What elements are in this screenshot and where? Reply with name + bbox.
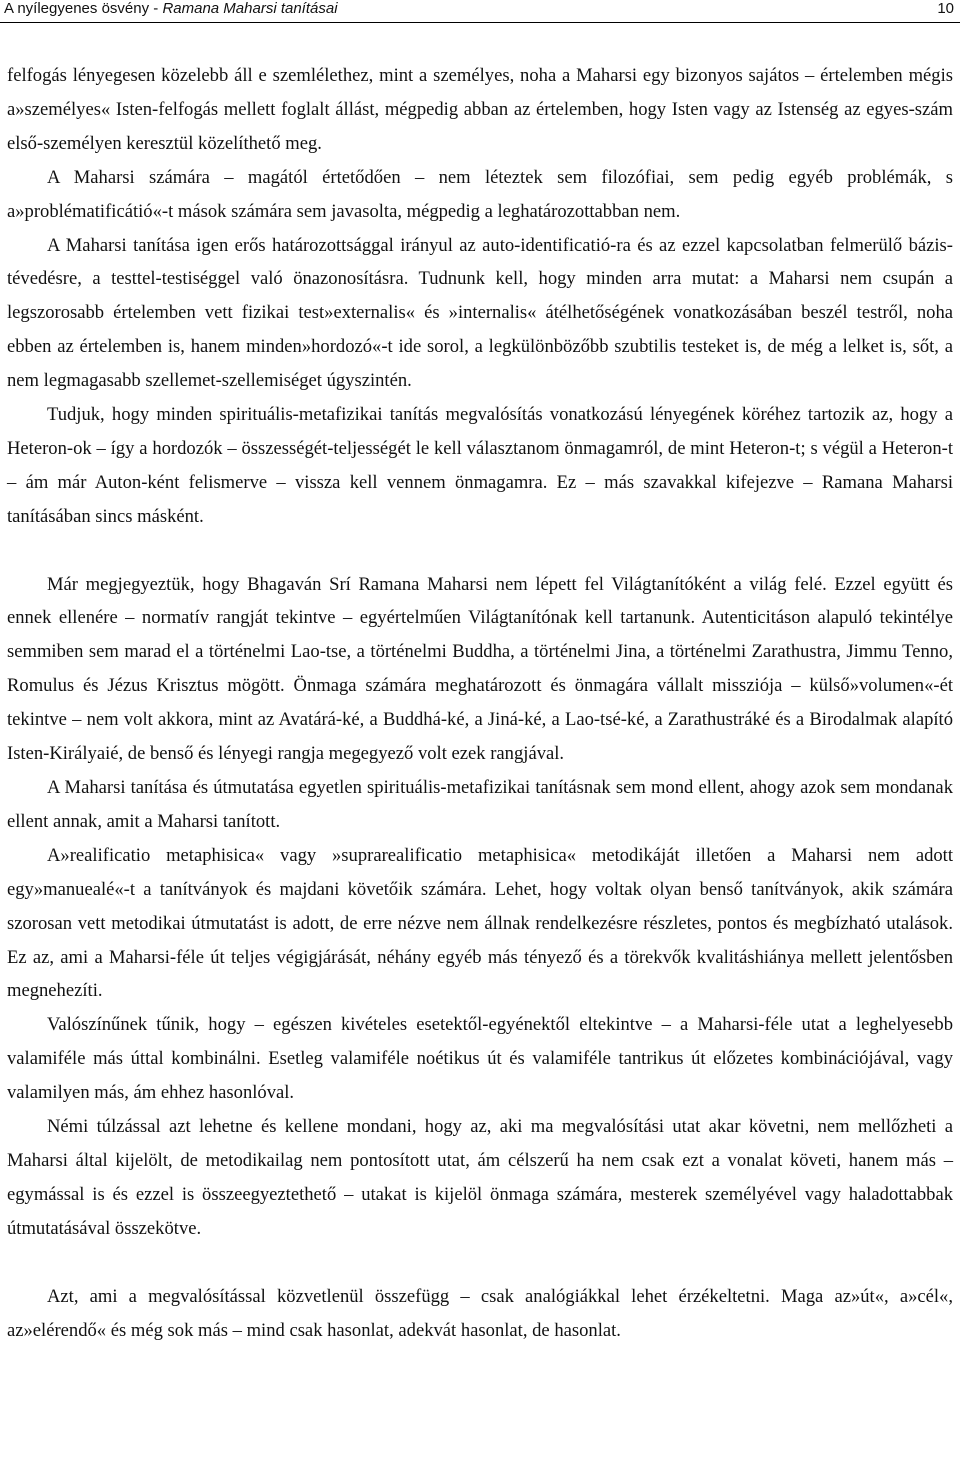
running-title — [4, 0, 338, 18]
paragraph: Azt, ami a megvalósítással közvetlenül összefügg – csak analógiákkal lehet érzékeltetni. Maga az»út«, a»cél«, az»elérendő« és még sok más – mind csak hasonlat, adekvát hasonlat, de hasonlat. — [7, 1285, 953, 1341]
paragraph: felfogás lényegesen közelebb áll e szemlélethez, mint a személyes, noha a Maharsi egy bizonyos sajátos – értelemben mégis a»személyes« Isten-felfogás mellett foglalt állást, mégpedig abban az értelemben, hogy Isten vagy az Istenség az egyes-szám első-személyen keresztül közelíthető meg. — [7, 65, 953, 154]
running-title-main: A nyílegyenes ösvény - — [4, 0, 163, 17]
paragraph: Tudjuk, hogy minden spirituális-metafizikai tanítás megvalósítás vonatkozású lényegének köréhez tartozik az, hogy a Heteron-ok – így a hordozók – összességét-teljességét le kell választanom önmagamról, de mint Heteron-t; s végül a Heteron-t – ám már Auton-ként felismerve – vissza kell vennem önmagamra. Ez – más szavakkal kifejezve – Ramana Maharsi tanításában sincs másként. — [7, 404, 953, 527]
paragraph: Már megjegyeztük, hogy Bhagaván Srí Ramana Maharsi nem lépett fel Világtanítóként a világ felé. Ezzel együtt és ennek ellenére – normatív rangját tekintve – egyértelműen Világtanítónak kell tartanunk. Autenticitáson alapuló tekintélye semmiben sem marad el a történelmi Lao-tse, a történelmi Buddha, a történelmi Jina, a történelmi Zarathustra, Jimmu Tenno, Romulus és Jézus Krisztus mögött. Önmaga számára meghatározott és önmagára vállalt missziója – külső»volumen«-ét tekintve – nem volt akkora, mint az Avatárá-ké, a Buddhá-ké, a Jiná-ké, a Lao-tsé-ké, a Zarathustráké és a Birodalmak alapító Isten-Királyaié, de benső és lényegi rangja megegyező volt ezek rangjával. — [7, 573, 953, 765]
paragraph: A Maharsi tanítása és útmutatása egyetlen spirituális-metafizikai tanításnak sem mond ellent, ahogy azok sem mondanak ellent annak, amit a Maharsi tanított. — [7, 777, 953, 832]
document-body — [7, 59, 953, 1347]
running-title-subtitle: Ramana Maharsi tanításai — [162, 0, 338, 17]
paragraph: Némi túlzással azt lehetne és kellene mondani, hogy az, aki ma megvalósítási utat akar követni, nem mellőzheti a Maharsi által kijelölt, de metodikailag nem pontosított utat, ám célszerű ha nem csak ezt a vonalat követi, hanem más – egymással is és ezzel is összeegyeztethető – utakat is kijelöl önmaga számára, mesterek személyével vagy haladottabbak útmutatásával összekötve. — [7, 1116, 953, 1239]
paragraph: Valószínűnek tűnik, hogy – egészen kivételes esetektől-egyénektől eltekintve – a Maharsi-féle utat a leghelyesebb valamiféle más úttal kombinálni. Esetleg valamiféle noétikus út és valamiféle tantrikus út előzetes kombinációjával, vagy valamilyen más, ám ehhez hasonlóval. — [7, 1014, 953, 1104]
page-number: 10 — [937, 0, 954, 17]
paragraph: A»realificatio metaphisica« vagy »suprarealificatio metaphisica« metodikáját illetően a Maharsi nem adott egy»manuealé«-t a tanítványok és majdani követőik számára. Lehet, hogy voltak olyan benső tanítványok, akik számára szorosan vett metodikai útmutatást is adott, de erre nézve nem állnak rendelkezésre részletes, pontos és megbízható utalások. Ez az, ami a Maharsi-féle út teljes végigjárását, néhány egyéb más tényező és a törekvők kvalitáshiánya mellett jelentősben megnehezíti. — [7, 844, 953, 1002]
paragraph: A Maharsi tanítása igen erős határozottsággal irányul az auto-identificatió-ra és az ezzel kapcsolatban felmerülő bázis-tévedésre, a testtel-testiséggel való önazonosításra. Tudnunk kell, hogy minden arra mutat: a Maharsi nem csupán a legszorosabb értelemben vett fizikai test»externalis« és »internalis« átélhetőségének vonatkozásában beszél testről, noha ebben az értelemben is, hanem minden»hordozó«-t ide sorol, a legkülönbözőbb szubtilis testeket is, de még a lelket is, sőt, a nem legmagasabb szellemet-szellemiséget úgyszintén. — [7, 234, 953, 392]
paragraph: A Maharsi számára – magától értetődően – nem léteztek sem filozófiai, sem pedig egyéb problémák, s a»problématificátió«-t mások számára sem javasolta, mégpedig a leghatározottabban nem. — [7, 166, 953, 222]
running-header — [0, 0, 960, 23]
